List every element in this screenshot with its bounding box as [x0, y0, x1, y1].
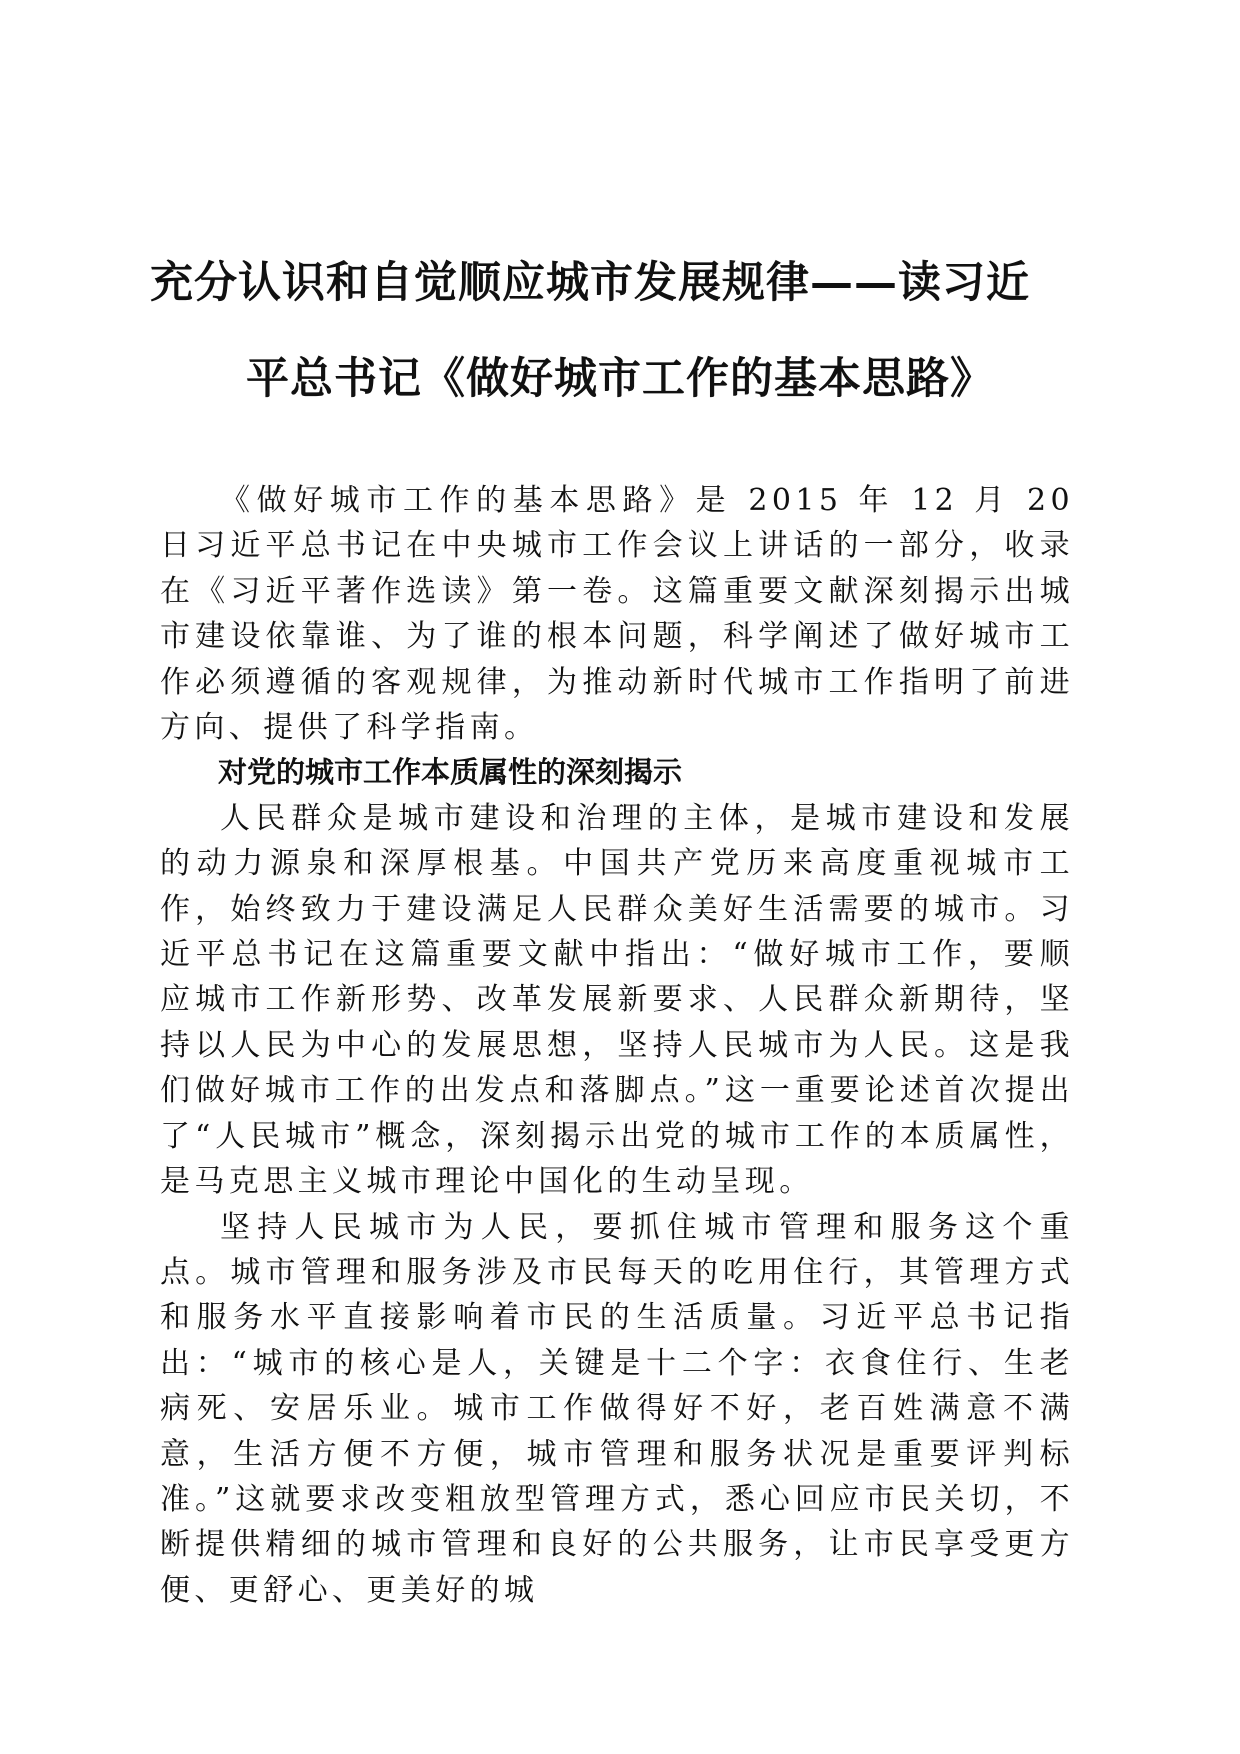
title-line-1: 充分认识和自觉顺应城市发展规律——读习近 [150, 258, 1030, 308]
body-paragraph: 人民群众是城市建设和治理的主体，是城市建设和发展的动力源泉和深厚根基。中国共产党历来高度重视城市工作，始终致力于建设满足人民群众美好生活需要的城市。习近平总书记在这篇重要文献中指出：“做好城市工作，要顺应城市工作新形势、改革发展新要求、人民群众新期待，坚持以人民为中心的发展思想，坚持人民城市为人民。这是我们做好城市工作的出发点和落脚点。”这一重要论述首次提出了“人民城市”概念，深刻揭示出党的城市工作的本质属性，是马克思主义城市理论中国化的生动呈现。 [160, 800, 1074, 1200]
body-paragraph: 坚持人民城市为人民，要抓住城市管理和服务这个重点。城市管理和服务涉及市民每天的吃用住行，其管理方式和服务水平直接影响着市民的生活质量。习近平总书记指出：“城市的核心是人，关键是十二个字：衣食住行、生老病死、安居乐业。城市工作做得好不好，老百姓满意不满意，生活方便不方便，城市管理和服务状况是重要评判标准。”这就要求改变粗放型管理方式，悉心回应市民关切，不断提供精细的城市管理和良好的公共服务，让市民享受更方便、更舒心、更美好的城 [160, 1209, 1074, 1608]
article-body [160, 478, 1074, 1613]
section-heading: 对党的城市工作本质属性的深刻揭示 [218, 755, 683, 790]
title-line-2: 平总书记《做好城市工作的基本思路》 [246, 354, 994, 404]
intro-paragraph: 《做好城市工作的基本思路》是 2015 年 12 月 20 日习近平总书记在中央城市工作会议上讲话的一部分，收录在《习近平著作选读》第一卷。这篇重要文献深刻揭示出城市建设依靠谁、为了谁的根本问题，科学阐述了做好城市工作必须遵循的客观规律，为推动新时代城市工作指明了前进方向、提供了科学指南。 [160, 483, 1074, 746]
